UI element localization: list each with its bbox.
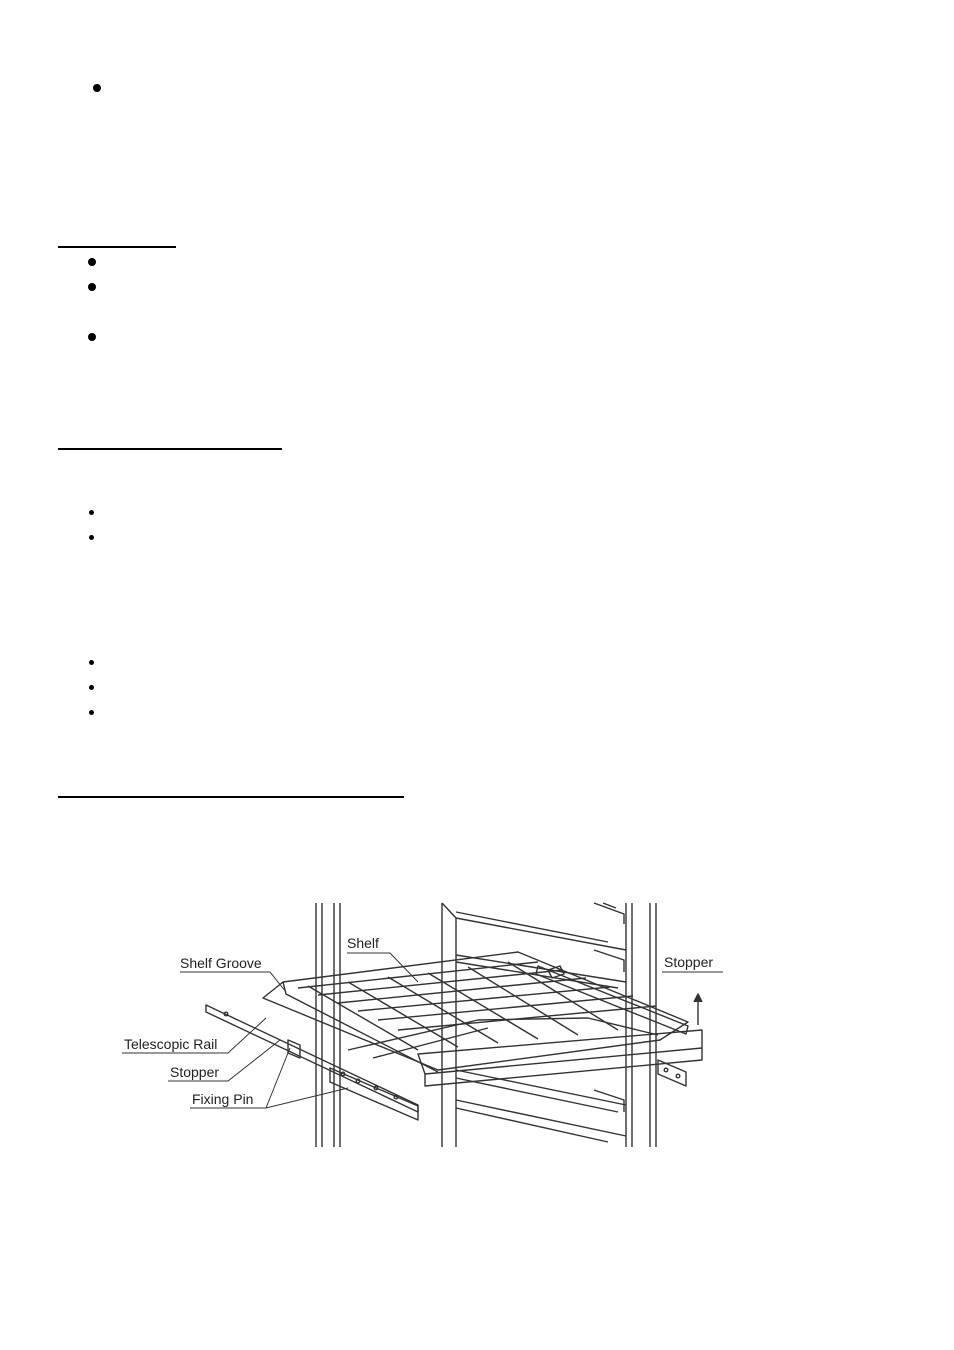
label-shelf-groove: Shelf Groove <box>180 955 262 971</box>
label-stopper-right: Stopper <box>664 954 714 970</box>
list-bullet <box>88 258 96 266</box>
list-bullet <box>88 333 96 341</box>
list-bullet <box>89 660 94 665</box>
section-heading-underline <box>58 796 404 798</box>
list-bullet <box>89 535 94 540</box>
list-bullet <box>89 710 94 715</box>
label-telescopic-rail: Telescopic Rail <box>124 1036 218 1052</box>
section-heading-underline <box>58 448 282 450</box>
label-fixing-pin: Fixing Pin <box>192 1091 254 1107</box>
leader-lines <box>122 953 723 1108</box>
label-stopper-left: Stopper <box>170 1064 220 1080</box>
list-bullet <box>89 510 94 515</box>
list-bullet <box>93 84 101 92</box>
shelf-assembly-diagram <box>118 900 728 1150</box>
shelf-frame <box>263 952 702 1086</box>
list-bullet <box>89 685 94 690</box>
label-shelf: Shelf <box>347 935 379 951</box>
list-bullet <box>88 283 96 291</box>
lift-arrow <box>694 994 702 1025</box>
section-heading-underline <box>58 246 176 248</box>
